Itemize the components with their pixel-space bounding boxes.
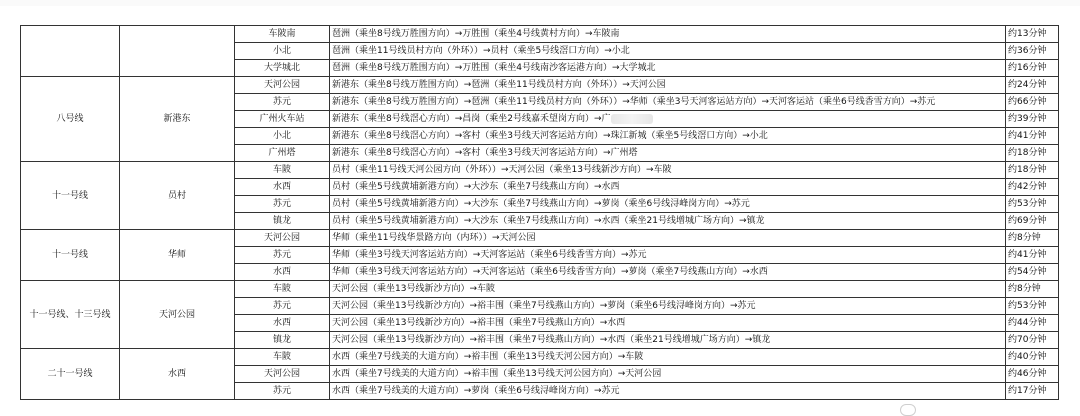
time-cell: 约41分钟 [1006, 247, 1059, 264]
route-cell: 天河公园（乘坐13号线新沙方向）→裕丰围（乘坐7号线燕山方向）→萝岗（乘坐6号线浔峰岗方向）→苏元 [330, 298, 1006, 315]
time-cell: 约16分钟 [1006, 60, 1059, 77]
time-cell: 约36分钟 [1006, 43, 1059, 60]
destination-cell: 水西 [235, 264, 330, 281]
watermark-logo-icon [900, 404, 916, 416]
destination-cell: 车陂南 [235, 26, 330, 43]
station-cell: 水西 [120, 349, 235, 400]
station-cell: 华师 [120, 230, 235, 281]
route-text: 新港东（乘坐8号线滘心方向）→昌岗（乘坐2号线嘉禾望岗方向）→广 [332, 114, 611, 124]
route-cell: 天河公园（乘坐13号线新沙方向）→车陂 [330, 281, 1006, 298]
route-cell: 员村（乘坐11号线天河公园方向（外环））→天河公园（乘坐13号线新沙方向）→车陂 [330, 162, 1006, 179]
destination-cell: 小北 [235, 43, 330, 60]
route-cell: 新港东（乘坐8号线滘心方向）→客村（乘坐3号线天河客运站方向）→珠江新城（乘坐5号线滘口方向）→小北 [330, 128, 1006, 145]
route-cell: 员村（乘坐5号线黄埔新港方向）→大沙东（乘坐7号线燕山方向）→水西 [330, 179, 1006, 196]
destination-cell: 苏元 [235, 383, 330, 400]
route-cell: 员村（乘坐5号线黄埔新港方向）→大沙东（乘坐7号线燕山方向）→水西（乘坐21号线增城广场方向）→镇龙 [330, 213, 1006, 230]
line-cell-previous [21, 26, 120, 77]
destination-cell: 广州塔 [235, 145, 330, 162]
route-cell: 新港东（乘坐8号线滘心方向）→客村（乘坐3号线天河客运站方向）→广州塔 [330, 145, 1006, 162]
route-table [20, 25, 1059, 400]
destination-cell: 水西 [235, 179, 330, 196]
destination-cell: 苏元 [235, 94, 330, 111]
blurred-text-overlay [611, 114, 653, 124]
destination-cell: 小北 [235, 128, 330, 145]
line-cell: 十一号线 [21, 162, 120, 230]
destination-cell: 苏元 [235, 247, 330, 264]
time-cell: 约42分钟 [1006, 179, 1059, 196]
table-row [21, 349, 1059, 366]
destination-cell: 镇龙 [235, 332, 330, 349]
line-cell: 八号线 [21, 77, 120, 162]
route-cell: 琶洲（乘坐8号线万胜围方向）→万胜围（乘坐4号线黄村方向）→车陂南 [330, 26, 1006, 43]
route-cell: 员村（乘坐5号线黄埔新港方向）→大沙东（乘坐7号线燕山方向）→萝岗（乘坐6号线浔峰岗方向）→苏元 [330, 196, 1006, 213]
time-cell: 约44分钟 [1006, 315, 1059, 332]
station-cell: 天河公园 [120, 281, 235, 349]
table-row [21, 162, 1059, 179]
time-cell: 约41分钟 [1006, 128, 1059, 145]
watermark [900, 403, 1020, 416]
route-cell: 华师（乘坐11号线华景路方向（内环））→天河公园 [330, 230, 1006, 247]
route-cell: 水西（乘坐7号线美的大道方向）→萝岗（乘坐6号线浔峰岗方向）→苏元 [330, 383, 1006, 400]
route-cell: 琶洲（乘坐11号线员村方向（外环））→员村（乘坐5号线滘口方向）→小北 [330, 43, 1006, 60]
route-cell: 华师（乘坐3号线天河客运站方向）→天河客运站（乘坐6号线香雪方向）→苏元 [330, 247, 1006, 264]
time-cell: 约53分钟 [1006, 196, 1059, 213]
station-cell: 新港东 [120, 77, 235, 162]
time-cell: 约40分钟 [1006, 349, 1059, 366]
station-cell-previous [120, 26, 235, 77]
route-cell: 天河公园（乘坐13号线新沙方向）→裕丰围（乘坐7号线燕山方向）→水西 [330, 315, 1006, 332]
time-cell: 约17分钟 [1006, 383, 1059, 400]
destination-cell: 车陂 [235, 162, 330, 179]
table-row [21, 77, 1059, 94]
destination-cell: 水西 [235, 315, 330, 332]
time-cell: 约18分钟 [1006, 162, 1059, 179]
destination-cell: 广州火车站 [235, 111, 330, 128]
time-cell: 约46分钟 [1006, 366, 1059, 383]
destination-cell: 镇龙 [235, 213, 330, 230]
destination-cell: 苏元 [235, 196, 330, 213]
page-top-strip [0, 0, 1080, 6]
time-cell: 约24分钟 [1006, 77, 1059, 94]
destination-cell: 天河公园 [235, 230, 330, 247]
route-cell: 新港东（乘坐8号线万胜围方向）→琶洲（乘坐11号线员村方向（外环））→天河公园 [330, 77, 1006, 94]
station-cell: 员村 [120, 162, 235, 230]
route-cell: 新港东（乘坐8号线万胜围方向）→琶洲（乘坐11号线员村方向（外环））→华师（乘坐3号天河客运站方向）→天河客运站（乘坐6号线香雪方向）→苏元 [330, 94, 1006, 111]
line-cell: 二十一号线 [21, 349, 120, 400]
line-cell: 十一号线 [21, 230, 120, 281]
table-row [21, 281, 1059, 298]
route-cell: 天河公园（乘坐13号线新沙方向）→裕丰围（乘坐7号线燕山方向）→水西（乘坐21号线增城广场方向）→镇龙 [330, 332, 1006, 349]
time-cell: 约53分钟 [1006, 298, 1059, 315]
destination-cell: 车陂 [235, 349, 330, 366]
route-cell: 华师（乘坐3号线天河客运站方向）→天河客运站（乘坐6号线香雪方向）→萝岗（乘坐7号线燕山方向）→水西 [330, 264, 1006, 281]
destination-cell: 苏元 [235, 298, 330, 315]
time-cell: 约13分钟 [1006, 26, 1059, 43]
destination-cell: 车陂 [235, 281, 330, 298]
destination-cell: 天河公园 [235, 366, 330, 383]
route-cell: 水西（乘坐7号线美的大道方向）→裕丰围（乘坐13号线天河公园方向）→天河公园 [330, 366, 1006, 383]
route-cell: 琶洲（乘坐8号线万胜围方向）→万胜围（乘坐4号线南沙客运港方向）→大学城北 [330, 60, 1006, 77]
destination-cell: 天河公园 [235, 77, 330, 94]
time-cell: 约54分钟 [1006, 264, 1059, 281]
time-cell: 约70分钟 [1006, 332, 1059, 349]
time-cell: 约69分钟 [1006, 213, 1059, 230]
time-cell: 约8分钟 [1006, 230, 1059, 247]
line-cell: 十一号线、十三号线 [21, 281, 120, 349]
time-cell: 约66分钟 [1006, 94, 1059, 111]
time-cell: 约18分钟 [1006, 145, 1059, 162]
time-cell: 约8分钟 [1006, 281, 1059, 298]
time-cell: 约39分钟 [1006, 111, 1059, 128]
route-cell: 水西（乘坐7号线美的大道方向）→裕丰围（乘坐13号线天河公园方向）→车陂 [330, 349, 1006, 366]
table-row [21, 230, 1059, 247]
route-cell [330, 111, 1006, 128]
table-row [21, 26, 1059, 43]
destination-cell: 大学城北 [235, 60, 330, 77]
